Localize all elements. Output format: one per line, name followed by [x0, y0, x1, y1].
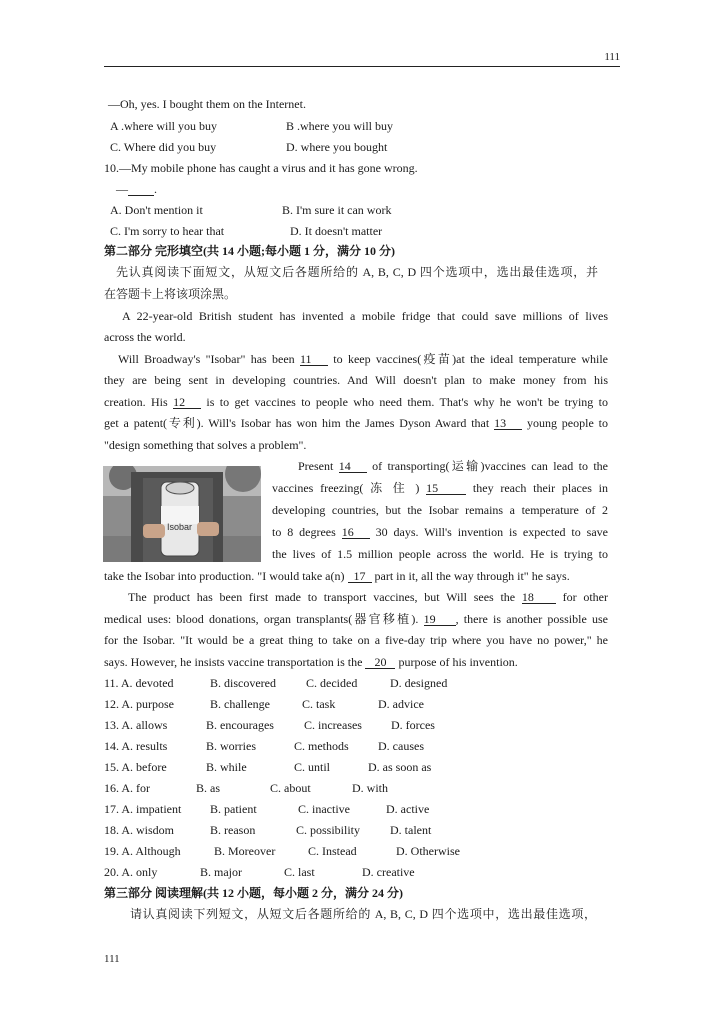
- option-a: 17. A. impatient: [104, 802, 182, 816]
- q9-option-b: B .where you will buy: [286, 119, 393, 133]
- q10-reply-period: .: [154, 182, 157, 196]
- option-b: B. reason: [210, 823, 256, 837]
- passage-line: for the Isobar. "It would be a great thing to take on a five-day trip where you have no power," he: [104, 633, 608, 647]
- option-a: 13. A. allows: [104, 718, 168, 732]
- passage-line: across the world.: [104, 330, 186, 344]
- isobar-label: Isobar: [167, 522, 193, 532]
- option-a: 18. A. wisdom: [104, 823, 175, 837]
- passage-line: to 8 degrees 16 30 days. Will's invention is expected to save: [272, 525, 608, 539]
- option-c: C. about: [270, 781, 311, 795]
- option-b: B. discovered: [210, 676, 276, 690]
- passage-line: creation. His 12 is to get vaccines to people who need them. That's why he won't be trying to: [104, 395, 609, 409]
- blank-13: 13: [494, 417, 522, 430]
- q10-blank: [128, 183, 154, 196]
- option-c: C. Instead: [308, 844, 357, 858]
- option-b: B. encourages: [206, 718, 274, 732]
- passage-line: Present 14 of transporting(运输)vaccines can lead to the: [298, 459, 608, 473]
- option-d: D. designed: [390, 676, 448, 690]
- q9-answer-line: —Oh, yes. I bought them on the Internet.: [108, 97, 306, 111]
- q10-reply-dash: —: [116, 182, 128, 196]
- part3-heading: 第三部分 阅读理解(共 12 小题，每小题 2 分，满分 24 分): [104, 886, 403, 900]
- q10-reply: [116, 182, 608, 196]
- option-d: D. with: [352, 781, 388, 795]
- option-a: 14. A. results: [104, 739, 168, 753]
- option-d: D. creative: [362, 865, 415, 879]
- blank-15: 15: [426, 482, 466, 495]
- blank-14: 14: [339, 460, 367, 473]
- blank-17: 17: [348, 570, 372, 583]
- option-a: 16. A. for: [104, 781, 150, 795]
- isobar-photo: [103, 466, 261, 562]
- option-d: D. active: [386, 802, 430, 816]
- option-c: C. until: [294, 760, 331, 774]
- option-c: C. last: [284, 865, 315, 879]
- part3-instruction: 请认真阅读下列短文，从短文后各题所给的 A, B, C, D 四个选项中，选出最佳选项，: [130, 907, 596, 921]
- q9-option-c: C. Where did you buy: [110, 140, 217, 154]
- option-d: D. advice: [378, 697, 424, 711]
- option-d: D. Otherwise: [396, 844, 460, 858]
- passage-line: Will Broadway's "Isobar" has been 11 to keep vaccines(疫苗)at the ideal temperature while: [118, 352, 609, 366]
- option-d: D. causes: [378, 739, 424, 753]
- option-a: 11. A. devoted: [104, 676, 174, 690]
- blank-12: 12: [173, 396, 201, 409]
- option-a: 12. A. purpose: [104, 697, 174, 711]
- header-rule: [104, 66, 620, 67]
- option-c: C. decided: [306, 676, 358, 690]
- part2-heading: 第二部分 完形填空(共 14 小题;每小题 1 分，满分 10 分): [104, 244, 395, 258]
- option-a: 15. A. before: [104, 760, 167, 774]
- option-c: C. task: [302, 697, 336, 711]
- option-d: D. forces: [391, 718, 435, 732]
- option-b: B. challenge: [210, 697, 270, 711]
- q9-option-d: D. where you bought: [286, 140, 388, 154]
- q10-option-d: D. It doesn't matter: [290, 224, 383, 238]
- option-b: B. major: [200, 865, 242, 879]
- passage-line: take the Isobar into production. "I would take a(n) 17 part in it, all the way through it" he says.: [104, 569, 570, 583]
- blank-18: 18: [522, 591, 556, 604]
- option-b: B. Moreover: [214, 844, 276, 858]
- passage-line: the lives of 1.5 million people across the world. He is trying to: [272, 547, 608, 561]
- passage-line: medical uses: blood donations, organ transplants(器官移植). 19 , there is another possible use: [104, 612, 608, 626]
- footer-page-number: 111: [104, 953, 120, 965]
- blank-11: 11: [300, 353, 328, 366]
- q10-option-b: B. I'm sure it can work: [282, 203, 392, 217]
- q10-option-c: C. I'm sorry to hear that: [110, 224, 225, 238]
- passage-line: they are being sent in developing countries. And Will doesn't plan to make money from his: [104, 373, 608, 387]
- option-d: D. as soon as: [368, 760, 432, 774]
- blank-19: 19: [424, 613, 456, 626]
- passage-line: says. However, he insists vaccine transportation is the 20 purpose of his invention.: [104, 655, 518, 669]
- passage-line: vaccines freezing( 冻 住 ) 15 they reach their places in: [272, 481, 608, 495]
- isobar-photo-image: [103, 466, 261, 562]
- blank-16: 16: [342, 526, 370, 539]
- blank-20: 20: [365, 656, 395, 669]
- header-page-number: 111: [604, 51, 620, 63]
- part2-instruction-line1: 先认真阅读下面短文，从短文后各题所给的 A, B, C, D 四个选项中，选出最佳选项，并: [116, 265, 598, 279]
- passage-line: get a patent(专利). Will's Isobar has won him the James Dyson Award that 13 young people to: [104, 416, 608, 430]
- option-c: C. increases: [304, 718, 362, 732]
- passage-line: A 22-year-old British student has invented a mobile fridge that could save millions of lives: [122, 309, 608, 323]
- option-c: C. methods: [294, 739, 349, 753]
- passage-line: "design something that solves a problem".: [104, 438, 307, 452]
- part2-instruction-line2: 在答题卡上将该项涂黑。: [104, 287, 237, 301]
- option-c: C. inactive: [298, 802, 350, 816]
- option-b: B. worries: [206, 739, 256, 753]
- option-b: B. as: [196, 781, 220, 795]
- q9-option-a: A .where will you buy: [110, 119, 217, 133]
- q10-stem: 10.—My mobile phone has caught a virus and it has gone wrong.: [104, 161, 418, 175]
- option-b: B. while: [206, 760, 247, 774]
- passage-line: The product has been first made to transport vaccines, but Will sees the 18 for other: [128, 590, 608, 604]
- option-a: 20. A. only: [104, 865, 158, 879]
- option-d: D. talent: [390, 823, 432, 837]
- option-b: B. patient: [210, 802, 257, 816]
- option-c: C. possibility: [296, 823, 361, 837]
- passage-line: developing countries, but the Isobar remains a temperature of 2: [272, 503, 608, 517]
- option-a: 19. A. Although: [104, 844, 181, 858]
- q10-option-a: A. Don't mention it: [110, 203, 203, 217]
